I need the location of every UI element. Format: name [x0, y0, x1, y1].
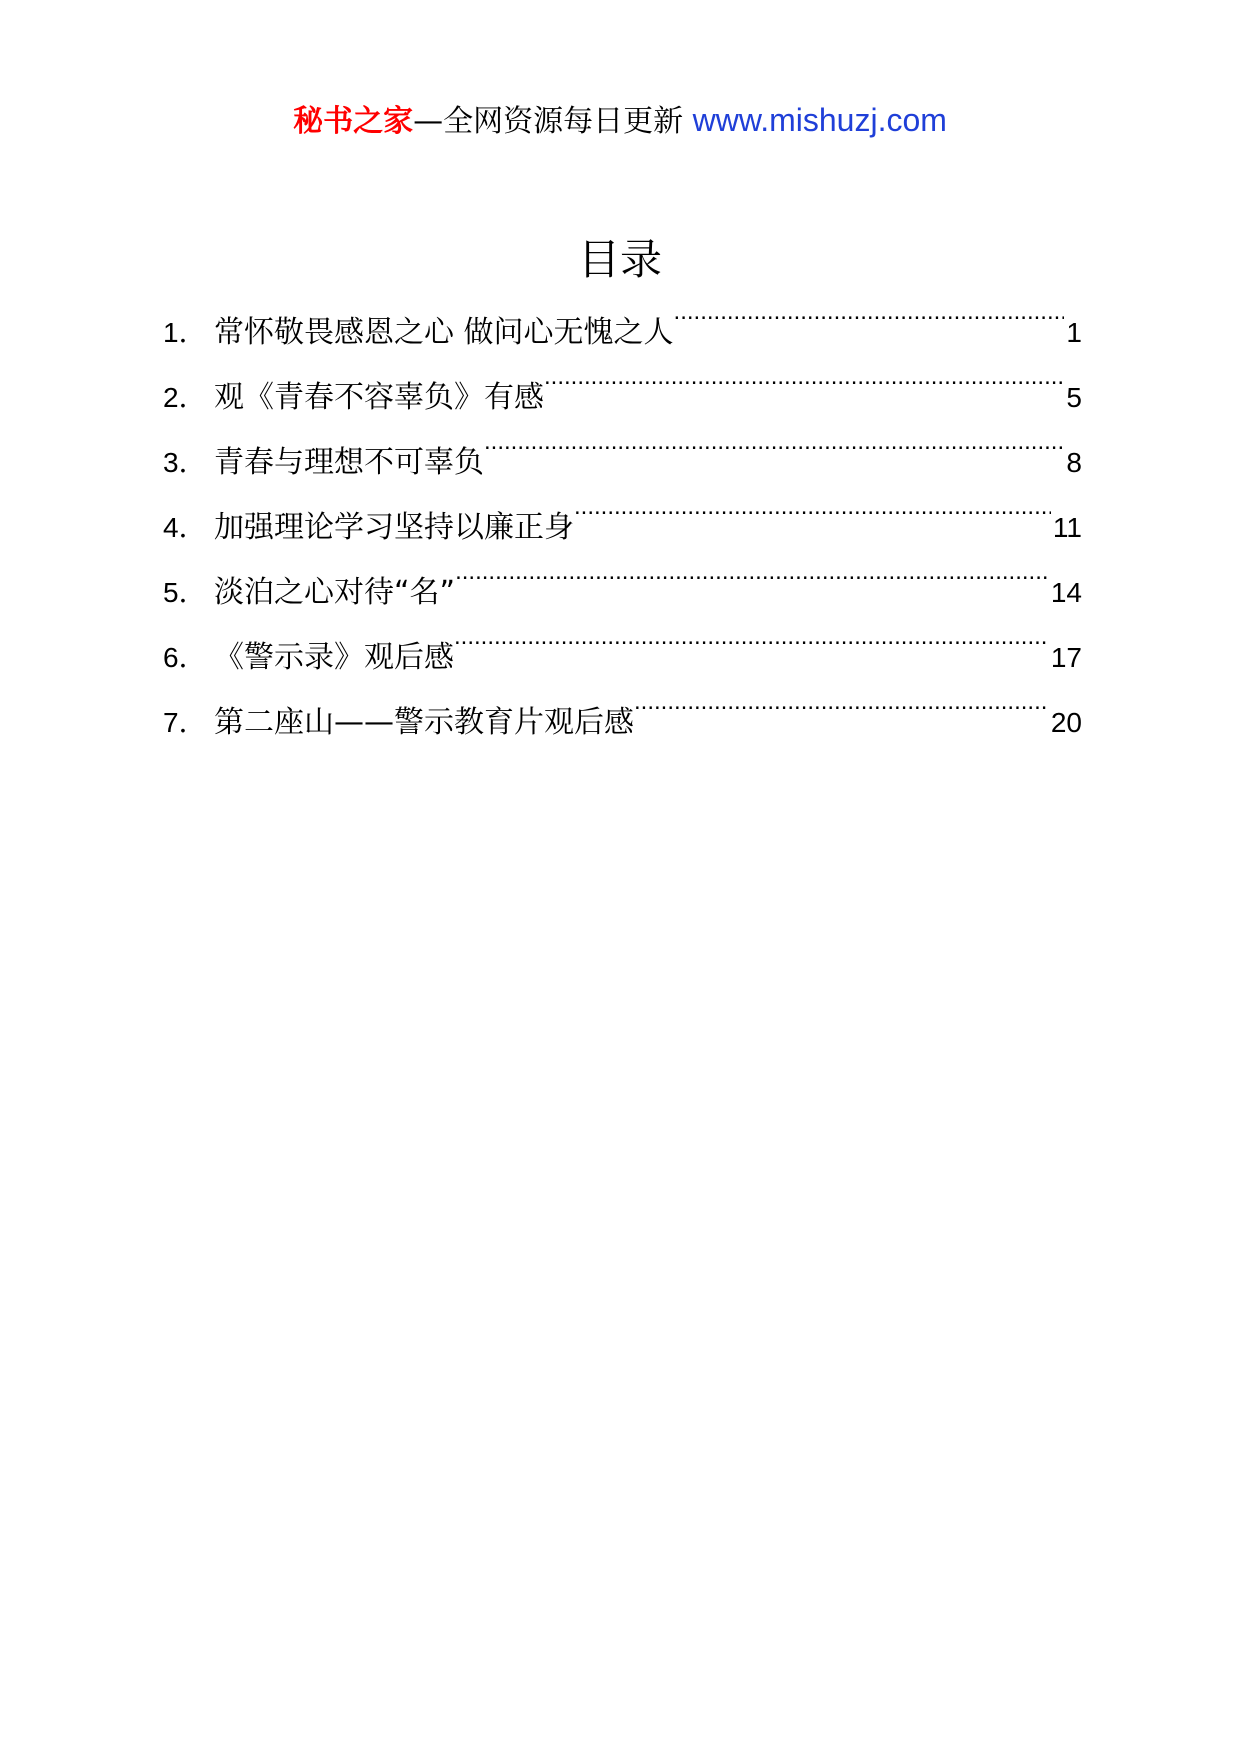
toc-entry-number: 3．: [163, 447, 207, 478]
toc-title: 目录: [577, 235, 662, 284]
toc-entry-number: 1．: [163, 317, 207, 348]
toc-dot-leader: [634, 688, 1049, 732]
toc-entry[interactable]: [163, 363, 1082, 428]
toc-entry[interactable]: [163, 428, 1082, 493]
toc-entry-title: 淡泊之心对待“名”: [214, 575, 456, 610]
toc-entry-page: 5: [1066, 382, 1082, 413]
site-header: [0, 100, 1240, 142]
toc-entry-page: 11: [1052, 512, 1082, 543]
toc-entry-title: 《警示录》观后感: [214, 640, 454, 675]
toc-entry[interactable]: [163, 688, 1082, 753]
toc-entry-number: 2．: [163, 382, 207, 413]
toc-entry-title: 第二座山——警示教育片观后感: [214, 705, 634, 740]
toc-entry-page: 8: [1066, 447, 1082, 478]
toc-dot-leader: [544, 363, 1064, 407]
toc-dot-leader: [454, 623, 1049, 667]
toc-entry-number: 6．: [163, 642, 207, 673]
toc-entry-title: 观《青春不容辜负》有感: [214, 380, 544, 415]
toc-entry-title: 青春与理想不可辜负: [214, 445, 484, 480]
toc-dot-leader: [674, 298, 1065, 342]
site-url-link[interactable]: www.mishuzj.com: [692, 102, 947, 138]
toc-entry-title: 加强理论学习坚持以廉正身: [214, 510, 574, 545]
table-of-contents: [163, 298, 1082, 753]
toc-entry-number: 5．: [163, 577, 207, 608]
toc-entry-page: 20: [1050, 707, 1082, 738]
toc-entry[interactable]: [163, 298, 1082, 363]
toc-entry-number: 7．: [163, 707, 207, 738]
toc-entry-number: 4．: [163, 512, 207, 543]
toc-dot-leader: [455, 558, 1049, 602]
toc-entry[interactable]: [163, 493, 1082, 558]
toc-entry-title: 常怀敬畏感恩之心 做问心无愧之人: [214, 315, 674, 350]
toc-entry[interactable]: [163, 623, 1082, 688]
toc-dot-leader: [484, 428, 1064, 472]
brand-name: 秘书之家: [293, 104, 414, 139]
toc-entry-page: 14: [1050, 577, 1082, 608]
header-tagline: —全网资源每日更新: [413, 104, 684, 139]
toc-entry-page: 1: [1066, 317, 1082, 348]
toc-entry-page: 17: [1050, 642, 1082, 673]
toc-dot-leader: [574, 493, 1051, 537]
toc-entry[interactable]: [163, 558, 1082, 623]
